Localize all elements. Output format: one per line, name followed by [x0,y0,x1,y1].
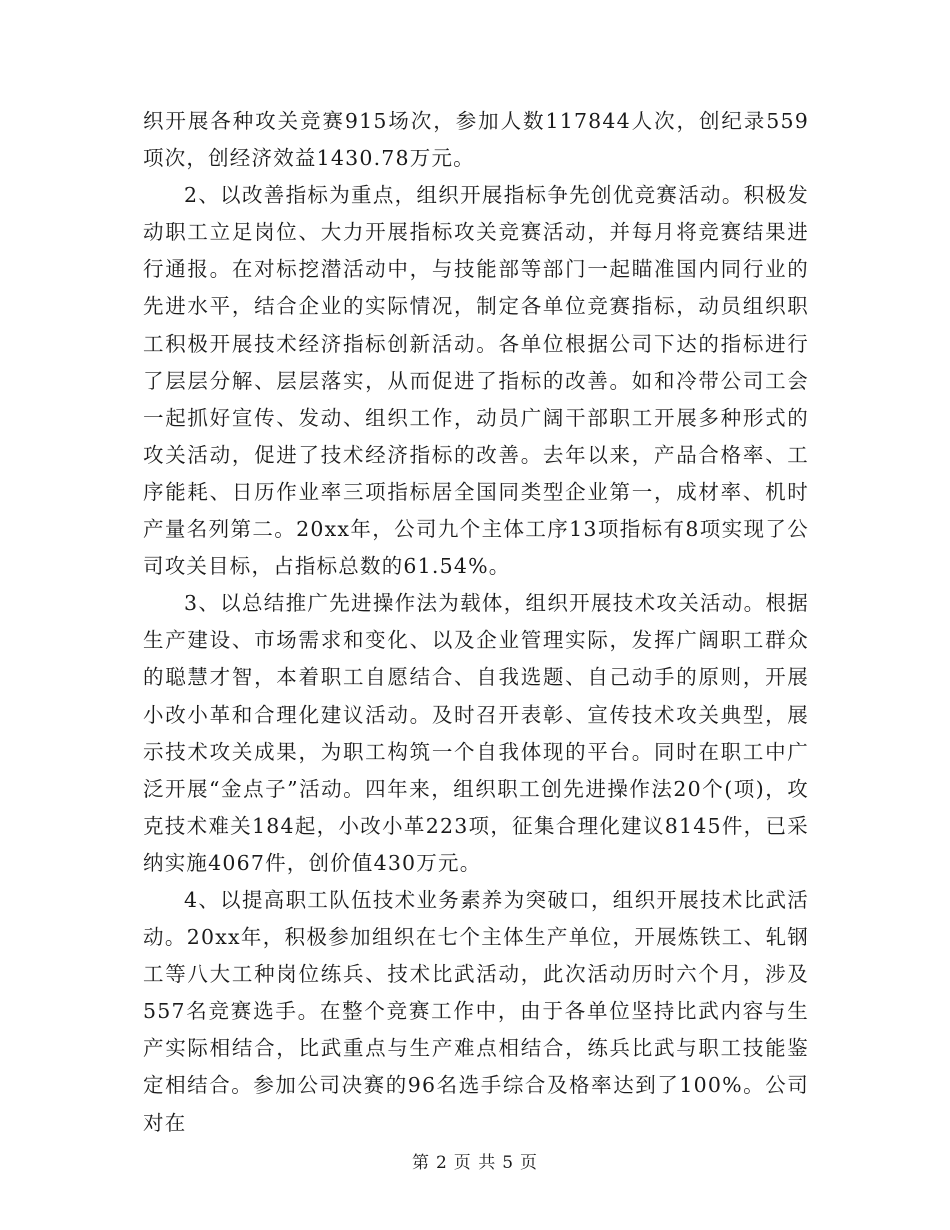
paragraph-3: 3、以总结推广先进操作法为载体，组织开展技术攻关活动。根据生产建设、市场需求和变化、以及企业管理实际，发挥广阔职工群众的聪慧才智，本着职工自愿结合、自我选题、自己动手的原则，开展小改小革和合理化建议活动。及时召开表彰、宣传技术攻关典型，展示技术攻关成果，为职工构筑一个自我体现的平台。同时在职工中广泛开展“金点子”活动。四年来，组织职工创先进操作法20个(项)，攻克技术难关184起，小改小革223项，征集合理化建议8145件，已采纳实施4067件，创价值430万元。 [143,591,809,875]
page-label-prefix: 第 [411,1153,430,1173]
document-body [143,103,809,1142]
paragraph-1: 织开展各种攻关竞赛915场次，参加人数117844人次，创纪录559项次，创经济效益1430.78万元。 [143,109,809,171]
total-pages-number: 5 [502,1153,515,1173]
page-label-mid: 页 共 [453,1153,497,1173]
page-footer [0,1148,950,1173]
current-page-number: 2 [435,1153,448,1173]
paragraph-4: 4、以提高职工队伍技术业务素养为突破口，组织开展技术比武活动。20xx年，积极参加组织在七个主体生产单位，开展炼铁工、轧钢工等八大工种岗位练兵、技术比武活动，此次活动历时六个月，涉及557名竞赛选手。在整个竞赛工作中，由于各单位坚持比武内容与生产实际相结合，比武重点与生产难点相结合，练兵比武与职工技能鉴定相结合。参加公司决赛的96名选手综合及格率达到了100%。公司对在 [143,887,809,1135]
paragraph-2: 2、以改善指标为重点，组织开展指标争先创优竞赛活动。积极发动职工立足岗位、大力开展指标攻关竞赛活动，并每月将竞赛结果进行通报。在对标挖潜活动中，与技能部等部门一起瞄准国内同行业的先进水平，结合企业的实际情况，制定各单位竞赛指标，动员组织职工积极开展技术经济指标创新活动。各单位根据公司下达的指标进行了层层分解、层层落实，从而促进了指标的改善。如和冷带公司工会一起抓好宣传、发动、组织工作，动员广阔干部职工开展多种形式的攻关活动，促进了技术经济指标的改善。去年以来，产品合格率、工序能耗、日历作业率三项指标居全国同类型企业第一，成材率、机时产量名列第二。20xx年，公司九个主体工序13项指标有8项实现了公司攻关目标，占指标总数的61.54%。 [143,183,809,579]
page-label-suffix: 页 [520,1153,539,1173]
